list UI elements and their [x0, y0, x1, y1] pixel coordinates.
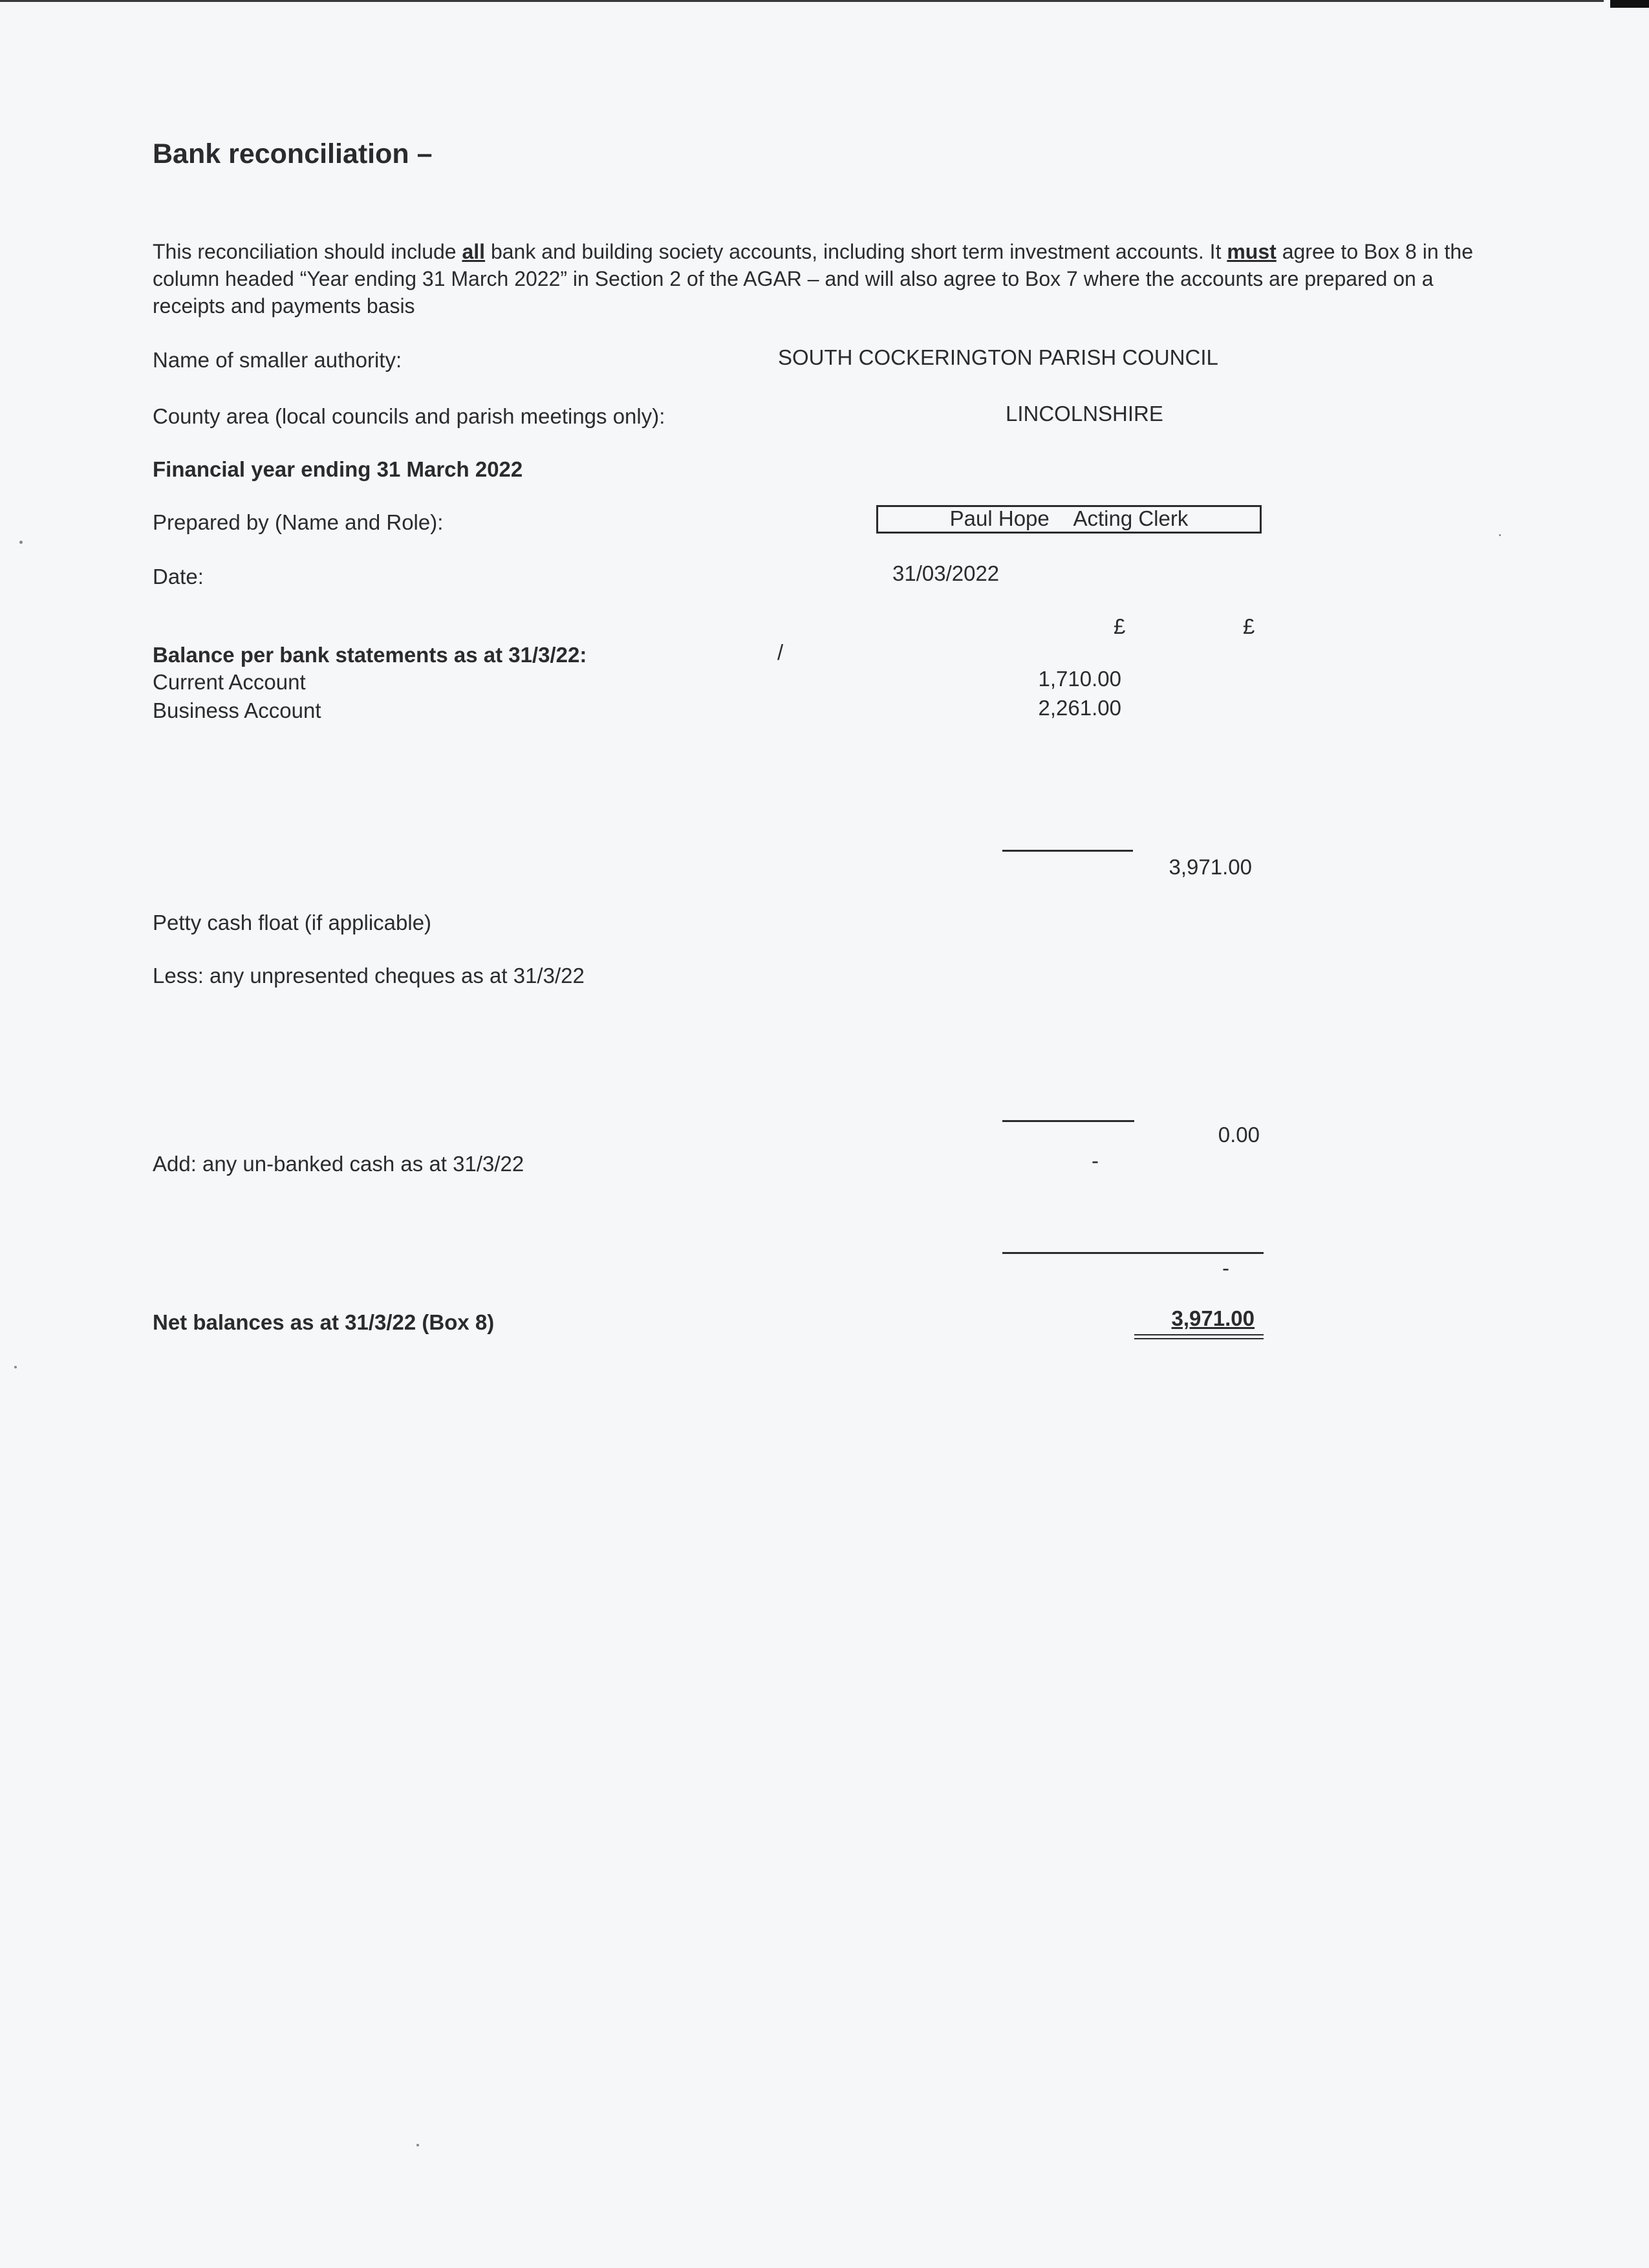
subtotal-rule-3 [1002, 1252, 1264, 1254]
net-balance-double-rule-bottom [1134, 1338, 1264, 1339]
prepared-by-label: Prepared by (Name and Role): [153, 510, 444, 534]
currency-header-col2: £ [1243, 614, 1255, 638]
bank-subtotal: 3,971.00 [1169, 855, 1252, 879]
page-title: Bank reconciliation – [153, 138, 433, 169]
account-amount-current: 1,710.00 [1038, 667, 1121, 691]
net-balance-label: Net balances as at 31/3/22 (Box 8) [153, 1310, 495, 1334]
petty-cash-label: Petty cash float (if applicable) [153, 911, 432, 934]
prepared-by-role: Acting Clerk [1073, 506, 1189, 530]
subtotal-rule-1 [1002, 850, 1133, 852]
intro-text-1: This reconciliation should include [153, 240, 462, 263]
scan-speck [416, 2144, 419, 2146]
tick-mark: / [777, 640, 784, 664]
intro-emphasis-must: must [1227, 240, 1277, 263]
scan-edge-line [0, 0, 1604, 2]
prepared-by-name: Paul Hope [949, 506, 1050, 530]
account-amount-business: 2,261.00 [1038, 696, 1121, 720]
date-value: 31/03/2022 [892, 561, 1000, 585]
scan-speck [1499, 534, 1501, 536]
net-balance-double-rule-top [1134, 1334, 1264, 1335]
unbanked-cash-label: Add: any un-banked cash as at 31/3/22 [153, 1152, 524, 1176]
unbanked-cash-amount: - [1092, 1149, 1099, 1172]
prepared-by-box [876, 505, 1262, 534]
authority-value: SOUTH COCKERINGTON PARISH COUNCIL [778, 345, 1218, 369]
intro-emphasis-all: all [462, 240, 486, 263]
unpresented-cheques-total: 0.00 [1218, 1123, 1260, 1147]
unbanked-cash-total: - [1222, 1256, 1229, 1280]
intro-paragraph [153, 238, 1478, 319]
date-label: Date: [153, 565, 204, 589]
account-name-business: Business Account [153, 698, 321, 722]
authority-label: Name of smaller authority: [153, 348, 402, 372]
intro-text-3: agree to Box 8 in the column headed “Year ending 31 March 2022” in Section 2 of the AGAR – and will also agree to Box 7 where the accounts are prepared on a receipts and payments basis [153, 240, 1473, 318]
intro-text-2: bank and building society accounts, including short term investment accounts. It [485, 240, 1227, 263]
scan-speck [14, 1366, 17, 1368]
currency-header-col1: £ [1114, 614, 1126, 638]
county-value: LINCOLNSHIRE [1006, 402, 1163, 426]
financial-year-heading: Financial year ending 31 March 2022 [153, 457, 523, 481]
unpresented-cheques-label: Less: any unpresented cheques as at 31/3/22 [153, 964, 585, 988]
county-label: County area (local councils and parish meetings only): [153, 404, 665, 428]
subtotal-rule-2 [1002, 1120, 1134, 1122]
bank-statements-heading: Balance per bank statements as at 31/3/22: [153, 643, 587, 667]
scan-corner-mark [1610, 0, 1649, 8]
net-balance-value: 3,971.00 [1171, 1306, 1255, 1330]
scan-speck [19, 541, 23, 544]
account-name-current: Current Account [153, 670, 306, 694]
